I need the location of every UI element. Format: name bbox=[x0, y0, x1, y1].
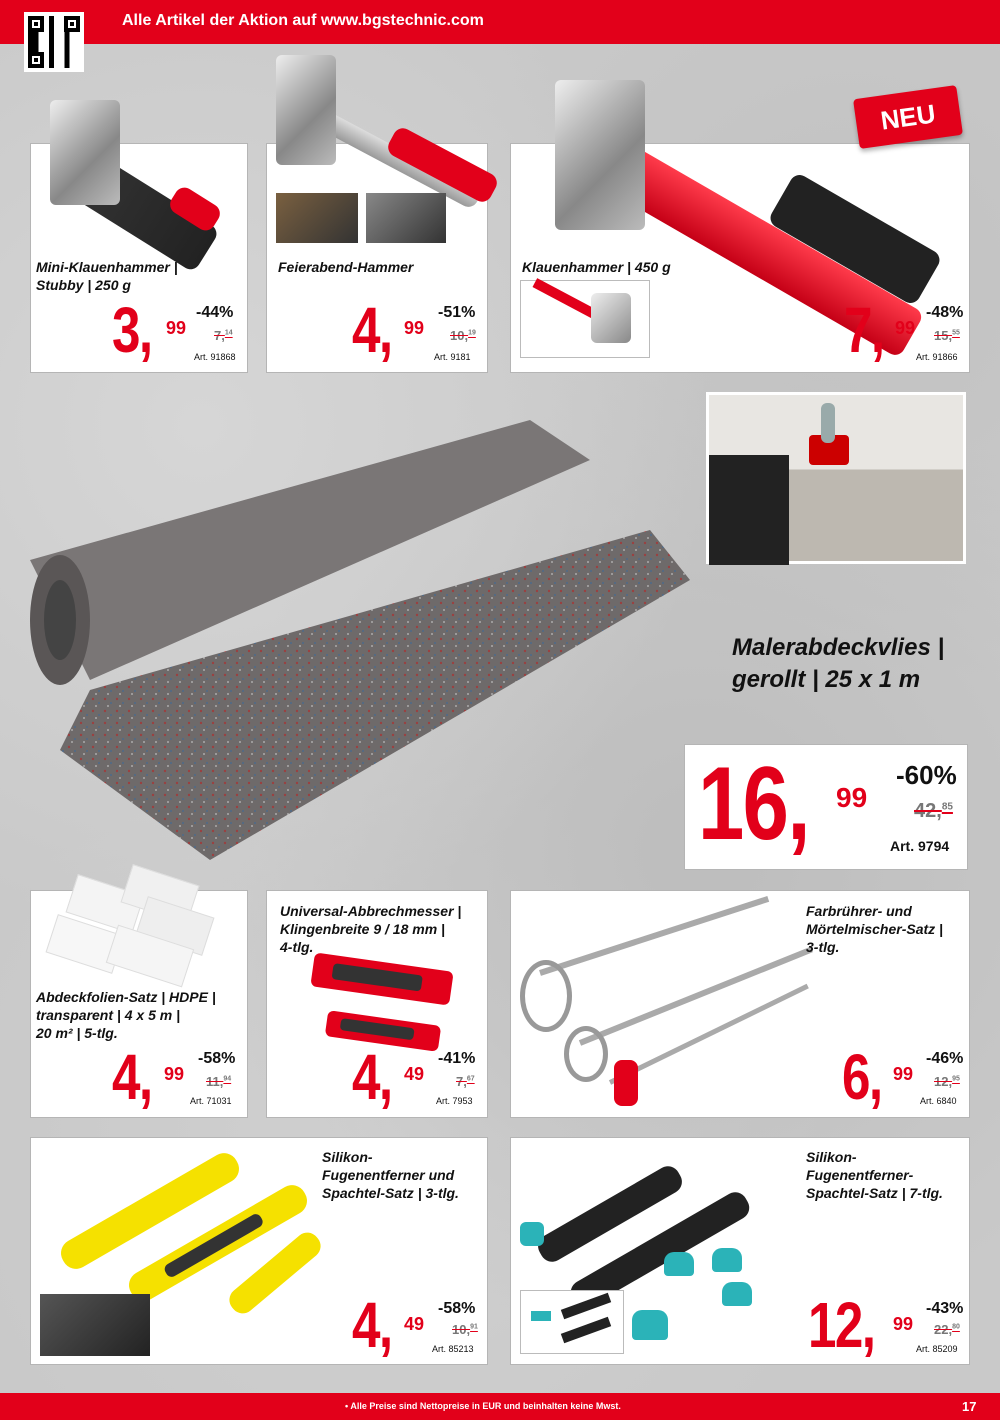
old-price: 12,95 bbox=[934, 1074, 960, 1089]
hammer-head-image bbox=[276, 55, 336, 165]
foil-sheets-image bbox=[40, 866, 240, 986]
price-cents: 49 bbox=[404, 1314, 425, 1334]
top-bar bbox=[0, 0, 1000, 44]
old-price: 11,94 bbox=[206, 1074, 232, 1089]
price-cents: 99 bbox=[404, 318, 425, 338]
mixer-head-1 bbox=[520, 960, 572, 1032]
mixer-head-2 bbox=[564, 1026, 608, 1082]
price-cents: 99 bbox=[893, 1064, 914, 1084]
usage-photo-1 bbox=[276, 193, 358, 243]
featured-price-cents: 99 bbox=[836, 782, 868, 813]
old-price: 7,67 bbox=[456, 1074, 475, 1089]
price-cents: 99 bbox=[893, 1314, 914, 1334]
discount-badge: -51% bbox=[438, 304, 476, 321]
price-cents: 99 bbox=[164, 1064, 185, 1084]
new-badge: NEU bbox=[853, 85, 963, 149]
scraper-tip-teal bbox=[520, 1222, 544, 1246]
article-number: Art. 91868 bbox=[194, 352, 236, 362]
article-number: Art. 9181 bbox=[434, 352, 471, 362]
hammer-head-image bbox=[555, 80, 645, 230]
price-cents: 99 bbox=[166, 318, 187, 338]
qr-code-icon[interactable] bbox=[24, 12, 84, 72]
article-number: Art. 85209 bbox=[916, 1344, 958, 1354]
product-name: Farbrührer- und Mörtelmischer-Satz | 3-tlg. bbox=[806, 903, 943, 955]
old-price: 15,55 bbox=[934, 328, 960, 343]
footer-bar bbox=[0, 1393, 1000, 1420]
usage-photo-sealant bbox=[40, 1294, 150, 1356]
featured-discount-badge: -60% bbox=[896, 760, 957, 790]
product-name: Silikon- Fugenentferner- Spachtel-Satz | 7-tlg. bbox=[806, 1149, 943, 1201]
fleece-roll-image bbox=[30, 420, 690, 860]
article-number: Art. 71031 bbox=[190, 1096, 232, 1106]
price-main: 4, bbox=[112, 1041, 152, 1113]
price-main: 12, bbox=[808, 1289, 875, 1361]
old-price: 10,91 bbox=[452, 1322, 478, 1337]
mixer-head-3 bbox=[614, 1060, 638, 1106]
price-cents: 99 bbox=[895, 318, 916, 338]
usage-photo-2 bbox=[366, 193, 446, 243]
footer-note: • Alle Preise sind Nettopreise in EUR und beinhalten keine Mwst. bbox=[345, 1401, 621, 1411]
discount-badge: -43% bbox=[926, 1300, 964, 1317]
price-main: 3, bbox=[112, 294, 152, 366]
old-price: 10,19 bbox=[450, 328, 476, 343]
hammer-detail-image bbox=[520, 280, 650, 358]
article-number: Art. 6840 bbox=[920, 1096, 957, 1106]
price-main: 4, bbox=[352, 1041, 392, 1113]
old-price: 7,14 bbox=[214, 328, 233, 343]
replacement-tip-2 bbox=[712, 1248, 742, 1272]
application-photo bbox=[706, 392, 966, 564]
article-number: Art. 91866 bbox=[916, 352, 958, 362]
product-name: Feierabend-Hammer bbox=[278, 259, 414, 275]
discount-badge: -44% bbox=[196, 304, 234, 321]
featured-price-main: 16, bbox=[698, 746, 809, 862]
discount-badge: -58% bbox=[438, 1300, 476, 1317]
page-number: 17 bbox=[962, 1399, 977, 1414]
discount-badge: -46% bbox=[926, 1050, 964, 1067]
featured-article-number: Art. 9794 bbox=[890, 838, 950, 854]
article-number: Art. 85213 bbox=[432, 1344, 474, 1354]
product-name: Universal-Abbrechmesser | Klingenbreite 9 / 18 mm | 4-tlg. bbox=[280, 903, 462, 955]
discount-badge: -48% bbox=[926, 304, 964, 321]
old-price: 22,80 bbox=[934, 1322, 960, 1337]
price-main: 6, bbox=[842, 1041, 882, 1113]
set-contents-thumbnail bbox=[520, 1290, 624, 1354]
replacement-tip-1 bbox=[664, 1252, 694, 1276]
hammer-head-image bbox=[50, 100, 120, 205]
featured-product-name: Malerabdeckvlies | gerollt | 25 x 1 m bbox=[732, 634, 945, 693]
replacement-tip-3 bbox=[722, 1282, 752, 1306]
discount-badge: -41% bbox=[438, 1050, 476, 1067]
price-cents: 49 bbox=[404, 1064, 425, 1084]
product-name: Abdeckfolien-Satz | HDPE | transparent | 4 x 5 m | 20 m² | 5-tlg. bbox=[36, 989, 216, 1041]
price-main: 4, bbox=[352, 1289, 392, 1361]
discount-badge: -58% bbox=[198, 1050, 236, 1067]
price-main: 4, bbox=[352, 294, 392, 366]
product-name: Mini-Klauenhammer | Stubby | 250 g bbox=[36, 259, 178, 293]
replacement-tip-4 bbox=[632, 1310, 668, 1340]
header-headline[interactable]: Alle Artikel der Aktion auf www.bgstechnic.com bbox=[122, 12, 484, 29]
article-number: Art. 7953 bbox=[436, 1096, 473, 1106]
product-name: Klauenhammer | 450 g bbox=[522, 259, 671, 275]
product-name: Silikon- Fugenentferner und Spachtel-Satz | 3-tlg. bbox=[322, 1149, 459, 1201]
featured-old-price: 42,85 bbox=[914, 800, 953, 822]
price-main: 7, bbox=[844, 294, 884, 366]
